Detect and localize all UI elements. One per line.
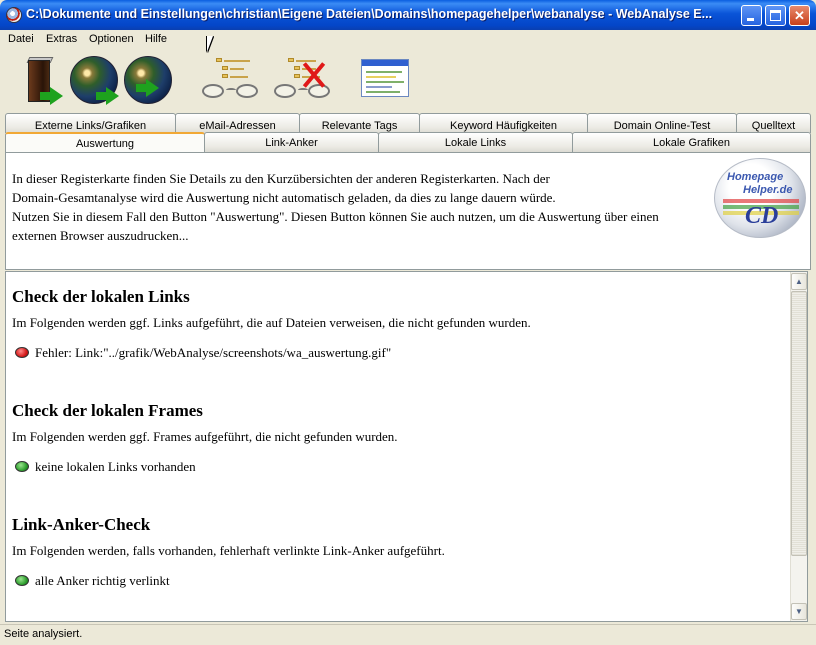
minimize-button[interactable] bbox=[741, 5, 762, 26]
menu-hilfe[interactable]: Hilfe bbox=[145, 33, 168, 45]
report-line bbox=[366, 71, 402, 73]
tab-link-anker[interactable]: Link-Anker bbox=[204, 132, 379, 152]
tab-domain-online-test[interactable]: Domain Online-Test bbox=[587, 113, 737, 133]
app-icon[interactable] bbox=[6, 7, 22, 23]
report-line bbox=[366, 86, 392, 88]
section-description: Im Folgenden werden ggf. Links aufgeführt, die auf Dateien verweisen, die nicht gefunden wurden. bbox=[12, 315, 531, 330]
arrow-stem bbox=[136, 84, 146, 92]
close-button[interactable]: ✕ bbox=[789, 5, 810, 26]
minimize-icon bbox=[747, 18, 754, 21]
result-line bbox=[12, 566, 782, 622]
report-line bbox=[366, 81, 404, 83]
bridge bbox=[298, 88, 308, 92]
tab-lokale-links[interactable]: Lokale Links bbox=[378, 132, 573, 152]
result-line bbox=[12, 338, 782, 398]
menu-extras[interactable]: Extras bbox=[46, 33, 78, 45]
lens bbox=[274, 84, 296, 98]
maximize-button[interactable] bbox=[765, 5, 786, 26]
ok-status-icon bbox=[15, 575, 29, 586]
green-arrow bbox=[146, 79, 159, 97]
info-line: Nutzen Sie in diesem Fall den Button "Auswertung". Diesen Button können Sie auch nutzen, um die Auswertung über einen bbox=[12, 209, 659, 224]
lens bbox=[236, 84, 258, 98]
result-text: alle Anker richtig verlinkt bbox=[35, 573, 170, 588]
window-title: C:\Dokumente und Einstellungen\christian\Eigene Dateien\Domains\homepagehelper\webanalyse - WebAnalyse E... bbox=[26, 7, 713, 21]
info-line: Domain-Gesamtanalyse wird die Auswertung nicht automatisch geladen, da dies zu lange dauern würde. bbox=[12, 190, 556, 205]
info-line: externen Browser auszudrucken... bbox=[12, 228, 189, 243]
vertical-scrollbar[interactable] bbox=[790, 272, 807, 621]
tab-auswertung[interactable]: Auswertung bbox=[5, 132, 205, 152]
folder-tree-glasses-delete-icon[interactable] bbox=[272, 54, 334, 106]
logo-text: Homepage bbox=[727, 171, 784, 183]
tree-line bbox=[224, 60, 250, 62]
bridge bbox=[226, 88, 236, 92]
section-heading: Link-Anker-Check bbox=[12, 515, 151, 534]
arrow-stem bbox=[96, 92, 106, 100]
tab-lokale-grafiken[interactable]: Lokale Grafiken bbox=[572, 132, 811, 152]
status-text: Seite analysiert. bbox=[4, 628, 83, 640]
info-panel bbox=[5, 152, 811, 270]
folder-tree-glasses-icon[interactable] bbox=[200, 54, 262, 106]
tree-folder bbox=[294, 66, 300, 70]
arrow-stem bbox=[40, 92, 50, 100]
tree-line bbox=[230, 76, 248, 78]
error-status-icon bbox=[15, 347, 29, 358]
tab-externe-links[interactable]: Externe Links/Grafiken bbox=[5, 113, 176, 133]
result-text: Fehler: Link:"../grafik/WebAnalyse/screenshots/wa_auswertung.gif" bbox=[35, 345, 392, 360]
result-line bbox=[12, 452, 782, 512]
globe-upload-icon[interactable] bbox=[70, 54, 122, 108]
scroll-up-icon[interactable]: ▲ bbox=[791, 273, 807, 290]
info-line: In dieser Registerkarte finden Sie Details zu den Kurzübersichten der anderen Registerkarten. Nach der bbox=[12, 171, 550, 186]
server-upload-icon[interactable] bbox=[18, 54, 64, 108]
result-text: keine lokalen Links vorhanden bbox=[35, 459, 196, 474]
menu-datei[interactable]: Datei bbox=[8, 33, 34, 45]
tree-line bbox=[230, 68, 244, 70]
tab-row-front bbox=[0, 132, 816, 152]
lens bbox=[202, 84, 224, 98]
tree-folder bbox=[222, 66, 228, 70]
lens bbox=[308, 84, 330, 98]
tree-folder bbox=[288, 58, 294, 62]
tab-relevante-tags[interactable]: Relevante Tags bbox=[299, 113, 420, 133]
report-pane bbox=[5, 271, 808, 622]
section-heading: Check der lokalen Links bbox=[12, 287, 190, 306]
green-arrow bbox=[106, 87, 119, 105]
homepagehelper-logo bbox=[714, 158, 806, 238]
toolbar bbox=[0, 50, 816, 112]
tree-folder bbox=[294, 74, 300, 78]
report-titlebar bbox=[362, 60, 408, 66]
tab-email-adressen[interactable]: eMail-Adressen bbox=[175, 113, 300, 133]
maximize-icon bbox=[770, 10, 781, 21]
section-description: Im Folgenden werden, falls vorhanden, fehlerhaft verlinkte Link-Anker aufgeführt. bbox=[12, 543, 445, 558]
report-line bbox=[366, 91, 400, 93]
ok-status-icon bbox=[15, 461, 29, 472]
globe-download-icon[interactable] bbox=[124, 54, 176, 108]
title-bar[interactable] bbox=[0, 0, 816, 30]
tab-quelltext[interactable]: Quelltext bbox=[736, 113, 811, 133]
section-description: Im Folgenden werden ggf. Frames aufgeführt, die nicht gefunden wurden. bbox=[12, 429, 398, 444]
tree-folder bbox=[222, 74, 228, 78]
tab-keyword-haeufigkeiten[interactable]: Keyword Häufigkeiten bbox=[419, 113, 588, 133]
scroll-down-icon[interactable]: ▼ bbox=[791, 603, 807, 620]
mouse-cursor-icon bbox=[207, 36, 213, 52]
logo-text: Helper.de bbox=[743, 184, 793, 196]
scroll-thumb[interactable] bbox=[791, 291, 807, 556]
green-arrow bbox=[50, 87, 63, 105]
tree-folder bbox=[216, 58, 222, 62]
logo-monogram: CD bbox=[745, 203, 779, 229]
report-window-icon[interactable] bbox=[361, 59, 409, 97]
status-bar bbox=[0, 624, 816, 645]
report-content bbox=[12, 284, 782, 622]
menu-bar bbox=[0, 30, 816, 49]
menu-optionen[interactable]: Optionen bbox=[89, 33, 134, 45]
report-line bbox=[366, 76, 396, 78]
info-text bbox=[12, 169, 712, 245]
section-heading: Check der lokalen Frames bbox=[12, 401, 203, 420]
tab-row-back bbox=[0, 113, 816, 133]
